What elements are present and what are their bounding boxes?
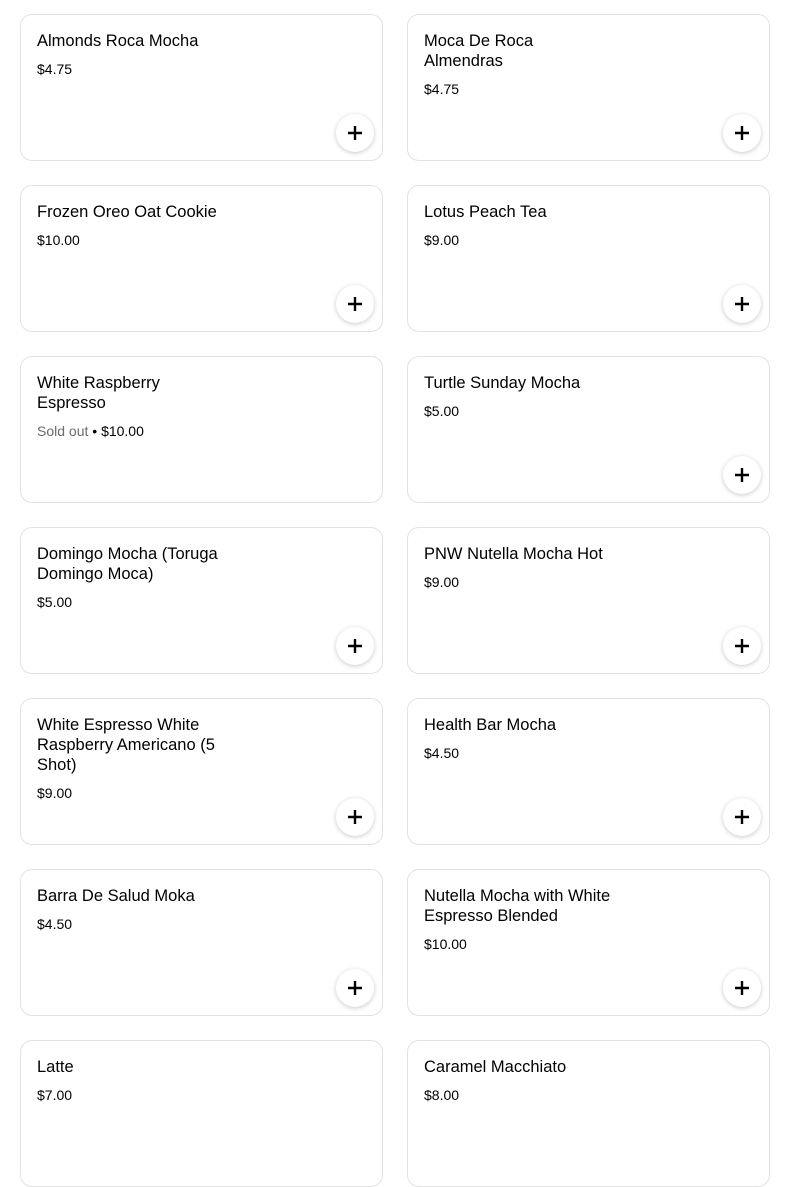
menu-item-card[interactable] [407, 1040, 770, 1187]
menu-item-card[interactable] [407, 869, 770, 1016]
item-meta [424, 743, 459, 763]
item-meta [424, 572, 459, 592]
item-name: Lotus Peach Tea [424, 203, 547, 221]
item-meta [424, 1085, 459, 1105]
item-price: $4.75 [37, 61, 73, 77]
item-name: Nutella Mocha with White Espresso Blended [424, 887, 611, 925]
plus-icon [348, 810, 362, 824]
item-price: $5.00 [37, 594, 73, 610]
menu-item-grid [20, 14, 770, 1187]
item-name: Caramel Macchiato [424, 1058, 567, 1076]
item-meta [37, 59, 72, 79]
menu-item-card[interactable] [407, 698, 770, 845]
menu-item-card[interactable] [20, 527, 383, 674]
plus-icon [348, 126, 362, 140]
menu-item-card[interactable] [407, 527, 770, 674]
meta-separator: • [88, 423, 102, 439]
plus-icon [348, 297, 362, 311]
item-name: Domingo Mocha (Toruga Domingo Moca) [37, 545, 218, 583]
plus-icon [735, 639, 749, 653]
item-price: $9.00 [424, 574, 460, 590]
item-price: $7.00 [37, 1087, 73, 1103]
menu-item-card[interactable] [407, 356, 770, 503]
add-to-cart-button[interactable] [723, 969, 761, 1007]
item-meta [37, 1085, 72, 1105]
item-name: White Raspberry Espresso [37, 374, 160, 412]
item-meta [37, 592, 72, 612]
plus-icon [348, 981, 362, 995]
item-price: $10.00 [424, 936, 467, 952]
menu-item-card[interactable] [407, 185, 770, 332]
item-meta [37, 230, 80, 250]
item-name: Health Bar Mocha [424, 716, 557, 734]
plus-icon [348, 639, 362, 653]
item-price: $10.00 [101, 423, 144, 439]
add-to-cart-button[interactable] [723, 456, 761, 494]
item-meta [424, 79, 459, 99]
item-price: $9.00 [37, 785, 73, 801]
item-price: $10.00 [37, 232, 80, 248]
item-name: Almonds Roca Mocha [37, 32, 199, 50]
menu-item-card[interactable] [20, 869, 383, 1016]
add-to-cart-button[interactable] [723, 627, 761, 665]
item-name: Moca De Roca Almendras [424, 32, 534, 70]
item-price: $4.50 [424, 745, 460, 761]
item-meta [37, 914, 72, 934]
plus-icon [735, 468, 749, 482]
plus-icon [735, 981, 749, 995]
item-price: $9.00 [424, 232, 460, 248]
menu-item-card[interactable] [20, 185, 383, 332]
add-to-cart-button[interactable] [723, 114, 761, 152]
menu-item-card[interactable] [20, 1040, 383, 1187]
item-meta [424, 230, 459, 250]
item-price: $8.00 [424, 1087, 460, 1103]
item-meta [37, 421, 144, 441]
sold-out-label: Sold out [37, 423, 89, 439]
item-price: $4.50 [37, 916, 73, 932]
item-name: Frozen Oreo Oat Cookie [37, 203, 217, 221]
item-name: Barra De Salud Moka [37, 887, 195, 905]
item-price: $4.75 [424, 81, 460, 97]
add-to-cart-button[interactable] [336, 969, 374, 1007]
item-price: $5.00 [424, 403, 460, 419]
menu-item-card[interactable] [20, 14, 383, 161]
add-to-cart-button[interactable] [723, 798, 761, 836]
plus-icon [735, 297, 749, 311]
item-name: PNW Nutella Mocha Hot [424, 545, 603, 563]
item-name: Turtle Sunday Mocha [424, 374, 581, 392]
item-name: White Espresso White Raspberry Americano (5 Shot) [37, 716, 215, 774]
menu-item-card[interactable] [20, 698, 383, 845]
add-to-cart-button[interactable] [336, 114, 374, 152]
add-to-cart-button[interactable] [336, 798, 374, 836]
menu-item-card[interactable] [20, 356, 383, 503]
add-to-cart-button[interactable] [336, 285, 374, 323]
plus-icon [735, 126, 749, 140]
item-meta [424, 401, 459, 421]
item-name: Latte [37, 1058, 74, 1076]
add-to-cart-button[interactable] [723, 285, 761, 323]
item-meta [37, 783, 72, 803]
menu-item-card[interactable] [407, 14, 770, 161]
item-meta [424, 934, 467, 954]
add-to-cart-button[interactable] [336, 627, 374, 665]
plus-icon [735, 810, 749, 824]
